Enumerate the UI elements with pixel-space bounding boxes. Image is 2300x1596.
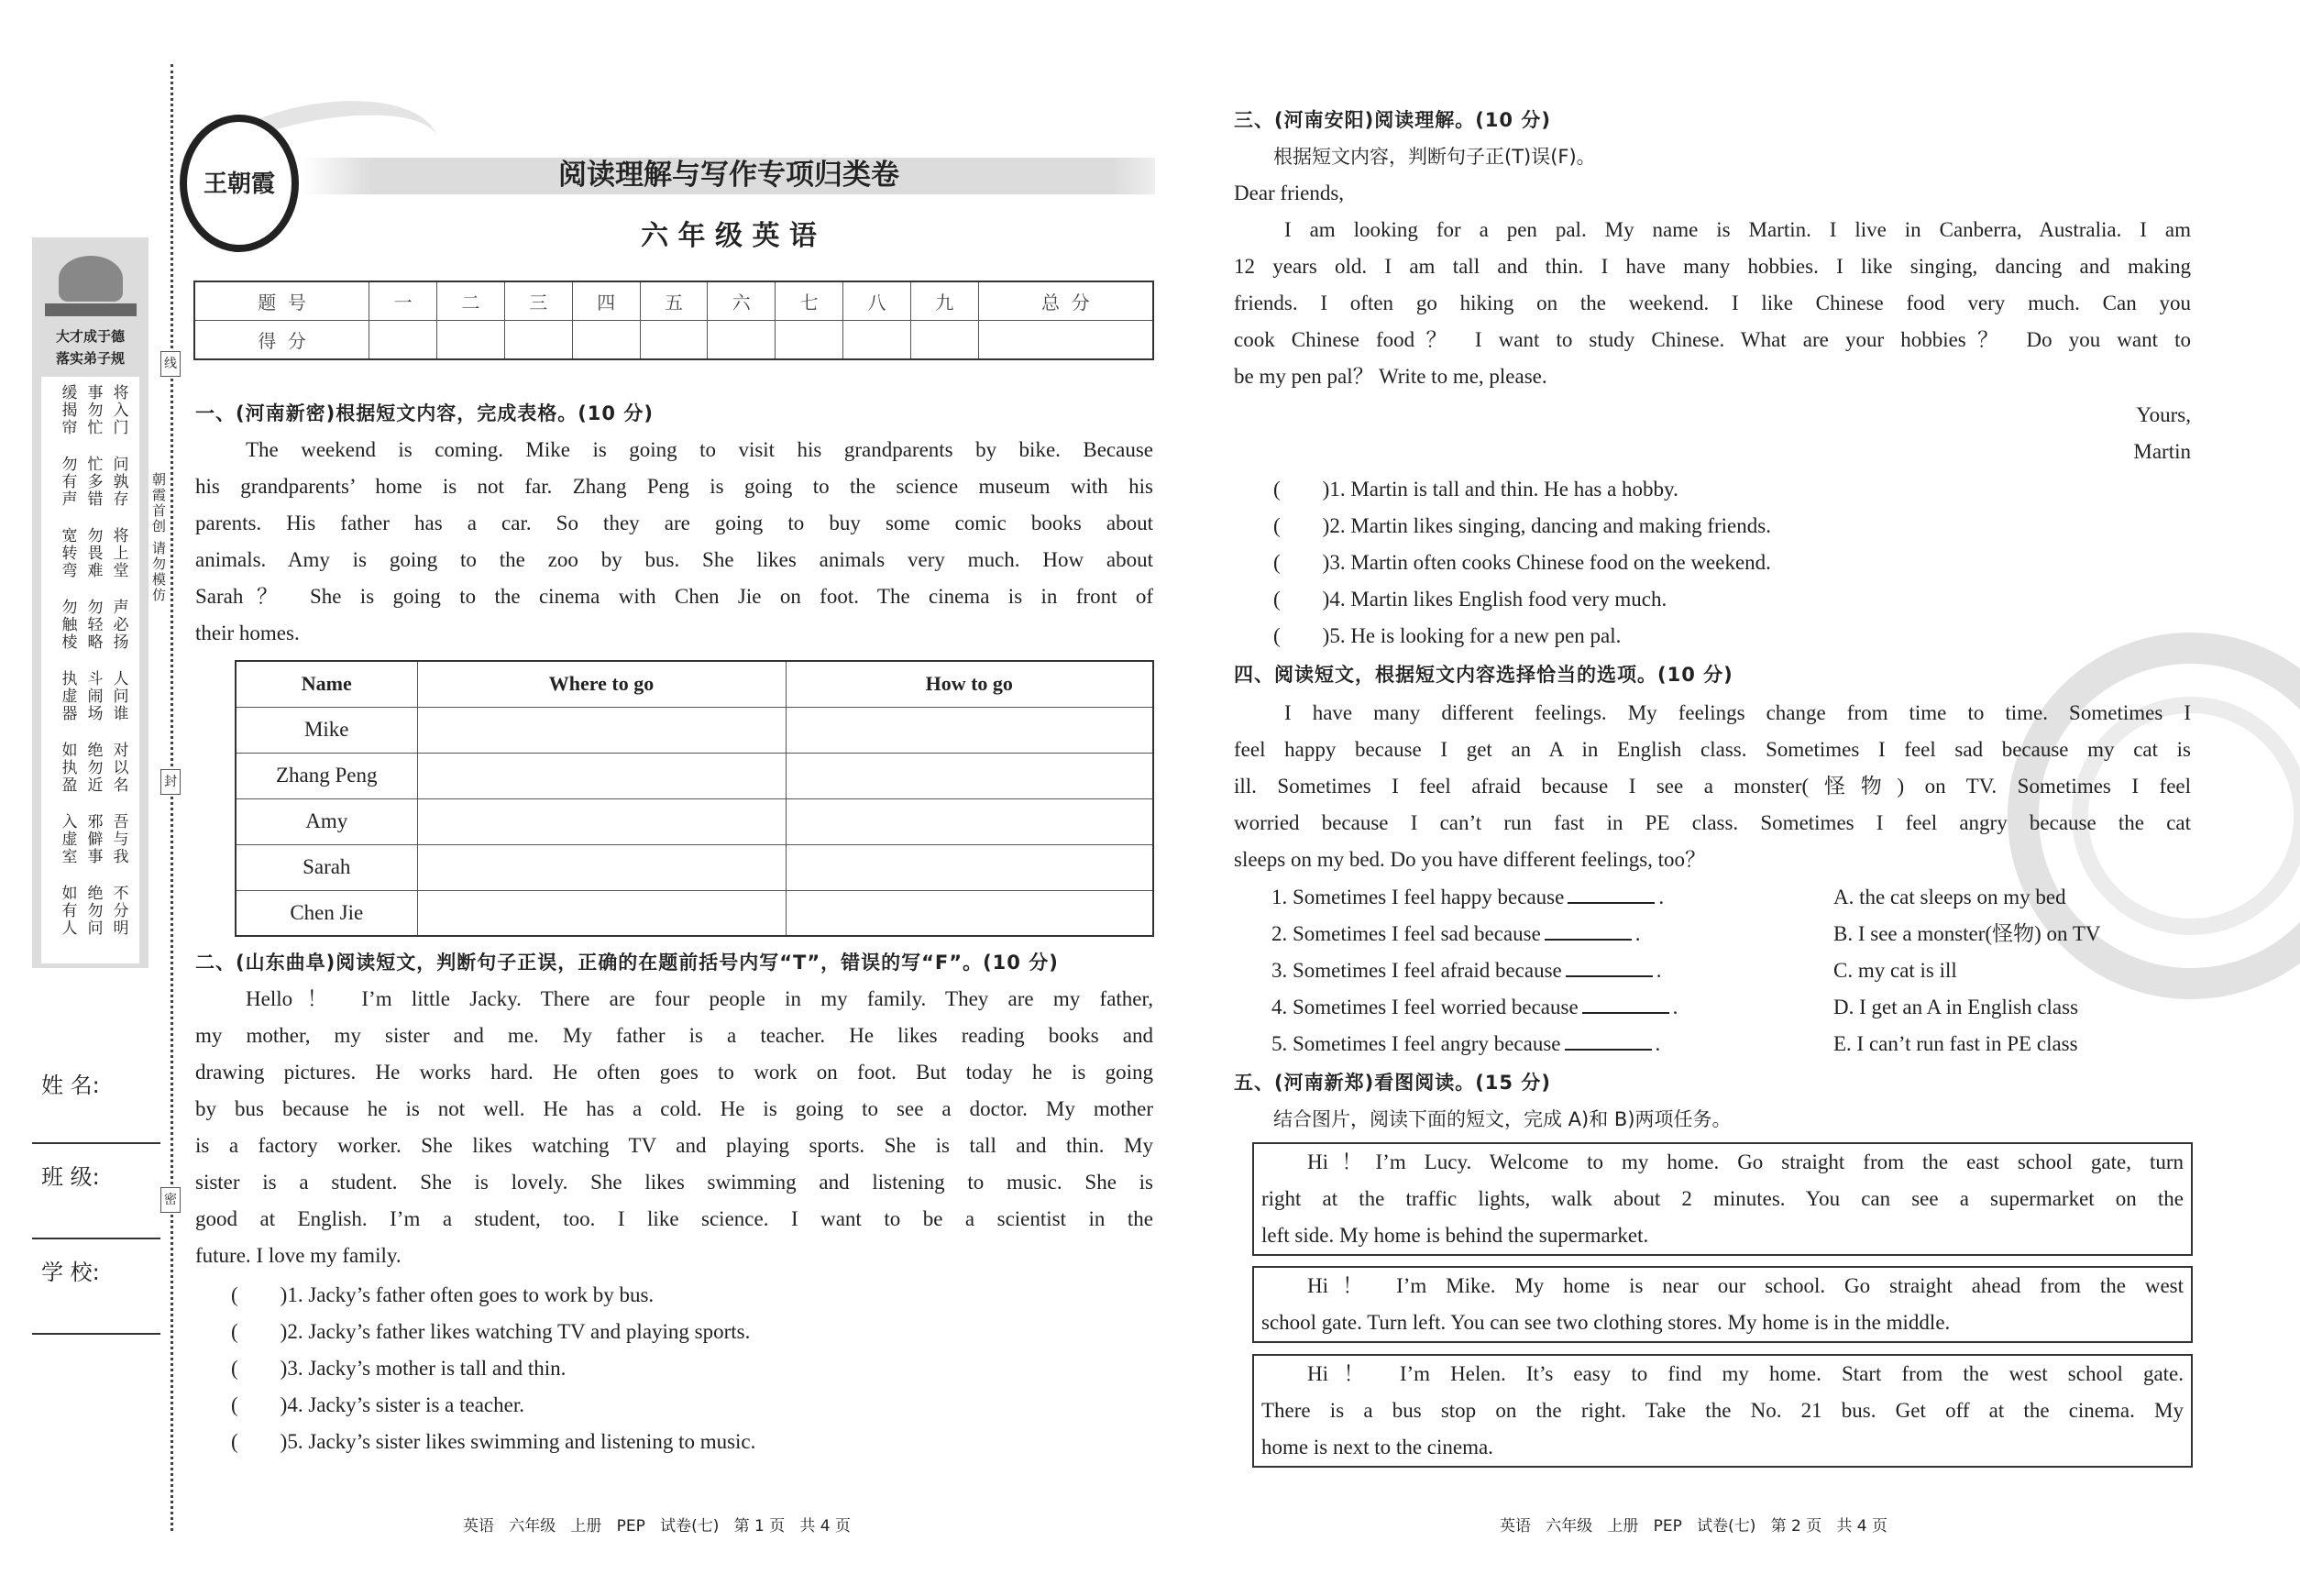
answer-blank[interactable] — [1582, 994, 1669, 1014]
section1-passage — [195, 432, 1153, 652]
motto-line: 大才成于德 — [55, 328, 125, 345]
passage-line: ill. Sometimes I feel afraid because I see a monster(怪物) on TV. Sometimes I feel — [1234, 775, 2191, 798]
box-line: school gate. Turn left. You can see two clothing stores. My home is in the middle. — [1261, 1311, 1951, 1334]
name-cell: Chen Jie — [236, 890, 417, 936]
table-row — [236, 707, 1153, 753]
where-to-go-cell[interactable] — [417, 844, 786, 890]
seal-marker: 线 — [160, 351, 181, 377]
passage-line: sister is a student. She is lovely. She likes swimming and listening to music. She is — [195, 1171, 1153, 1194]
section5-heading: 五、(河南新郑)看图阅读。(15 分) — [1234, 1072, 1551, 1094]
mike-text-box — [1252, 1266, 2193, 1343]
passage-line: The weekend is coming. Mike is going to visit his grandparents by bike. Because — [246, 438, 1153, 461]
desk-illustration — [45, 303, 137, 316]
table-row — [236, 844, 1153, 890]
name-cell: Sarah — [236, 844, 417, 890]
verse-group: 问孰存 忙多错 勿有声 — [58, 456, 128, 508]
passage-line: I have many different feelings. My feelings change from time to time. Sometimes I — [1284, 701, 2191, 724]
score-cell[interactable] — [843, 321, 911, 360]
question-item: 2. Sometimes I feel sad because . — [1271, 922, 1641, 945]
question-item[interactable]: ( )1. Martin is tall and thin. He has a hobby. — [1273, 478, 1678, 501]
section4-passage — [1234, 695, 2191, 878]
question-number-cell: 五 — [640, 281, 708, 321]
col-name: Name — [236, 661, 417, 707]
plans-table — [235, 660, 1154, 937]
row-label: 得 分 — [194, 321, 369, 360]
section4-questions — [1271, 879, 1821, 1062]
section2-heading: 二、(山东曲阜)阅读短文，判断句子正误，正确的在题前括号内写“T”，错误的写“F”。(10 分) — [195, 952, 1059, 974]
answer-blank[interactable] — [1565, 1030, 1652, 1051]
box-line: right at the traffic lights, walk about 2 minutes. You can see a supermarket on the — [1261, 1187, 2184, 1210]
passage-line: future. I love my family. — [195, 1244, 402, 1267]
box-line: Hi！I’m Lucy. Welcome to my home. Go straight from the east school gate, turn — [1307, 1150, 2184, 1173]
question-number-cell: 八 — [843, 281, 911, 321]
score-cell[interactable] — [910, 321, 978, 360]
how-to-go-cell[interactable] — [786, 844, 1153, 890]
question-number-cell: 三 — [504, 281, 572, 321]
how-to-go-cell[interactable] — [786, 707, 1153, 753]
table-row — [236, 798, 1153, 844]
question-item[interactable]: ( )3. Martin often cooks Chinese food on the weekend. — [1273, 551, 1771, 574]
school-field[interactable] — [32, 1294, 160, 1335]
student-info — [32, 1063, 160, 1335]
verse-group: 吾与我 邪僻事 入虚室 — [58, 813, 128, 865]
passage-line: good at English. I’m a student, too. I like science. I want to be a scientist in the — [195, 1207, 1153, 1230]
question-number-cell: 二 — [437, 281, 505, 321]
question-text: 4. Sometimes I feel worried because — [1271, 996, 1579, 1018]
where-to-go-cell[interactable] — [417, 798, 786, 844]
section3-heading: 三、(河南安阳)阅读理解。(10 分) — [1234, 109, 1551, 131]
box-line: There is a bus stop on the right. Take the No. 21 bus. Get off at the cinema. My — [1261, 1399, 2184, 1422]
section1-heading: 一、(河南新密)根据短文内容，完成表格。(10 分) — [195, 402, 654, 424]
footer-left: 英语 六年级 上册 PEP 试卷(七) 第 1 页 共 4 页 — [463, 1517, 852, 1535]
question-number-cell: 七 — [776, 281, 843, 321]
section4-heading: 四、阅读短文，根据短文内容选择恰当的选项。(10 分) — [1234, 664, 1733, 686]
passage-line: my mother, my sister and me. My father is a teacher. He likes reading books and — [195, 1024, 1153, 1047]
verse-group: 人问谁 斗闹场 执虚器 — [58, 670, 128, 722]
row-label: 题 号 — [194, 281, 369, 321]
question-item[interactable]: ( )1. Jacky’s father often goes to work by bus. — [231, 1283, 655, 1306]
name-cell: Mike — [236, 707, 417, 753]
verse-group: 声必扬 勿轻略 勿触棱 — [58, 599, 128, 651]
motto-panel — [32, 237, 149, 968]
passage-line: drawing pictures. He works hard. He often goes to work on foot. But today he is going — [195, 1061, 1153, 1084]
question-item: 1. Sometimes I feel happy because . — [1271, 886, 1665, 908]
question-item: 5. Sometimes I feel angry because . — [1271, 1032, 1661, 1055]
footer-right: 英语 六年级 上册 PEP 试卷(七) 第 2 页 共 4 页 — [1500, 1517, 1888, 1535]
name-cell: Amy — [236, 798, 417, 844]
box-line: Hi！ I’m Mike. My home is near our school. Go straight ahead from the west — [1307, 1274, 2184, 1297]
score-cell[interactable] — [572, 321, 640, 360]
paper-title: 阅读理解与写作专项归类卷 — [558, 159, 899, 192]
seal-marker: 封 — [160, 769, 181, 795]
table-row — [236, 890, 1153, 936]
seal-line — [171, 64, 173, 1531]
class-label: 班 级: — [41, 1164, 100, 1190]
score-cell[interactable] — [776, 321, 843, 360]
section4-options — [1833, 879, 2200, 1062]
copyright-notice: 朝霞首创 请勿模仿 — [150, 472, 167, 603]
question-text: 5. Sometimes I feel angry because — [1271, 1032, 1561, 1055]
how-to-go-cell[interactable] — [786, 753, 1153, 798]
score-table — [193, 281, 1154, 360]
letter-signature: Martin — [2133, 440, 2191, 463]
question-text: 3. Sometimes I feel afraid because — [1271, 959, 1562, 982]
option-item: B. I see a monster(怪物) on TV — [1833, 922, 2101, 945]
logo-text: 王朝霞 — [203, 171, 275, 198]
box-line: Hi！ I’m Helen. It’s easy to find my home. Start from the west school gate. — [1307, 1362, 2184, 1385]
section2-passage — [195, 981, 1153, 1274]
where-to-go-cell[interactable] — [417, 707, 786, 753]
question-number-cell: 九 — [910, 281, 978, 321]
section3-instruction: 根据短文内容，判断句子正(T)误(F)。 — [1273, 146, 1596, 168]
question-item[interactable]: ( )4. Jacky’s sister is a teacher. — [231, 1393, 524, 1416]
passage-line: by bus because he is not well. He has a cold. He is going to see a doctor. My mother — [195, 1097, 1153, 1120]
passage-line: be my pen pal？ Write to me, please. — [1234, 365, 1547, 388]
section2-questions — [231, 1277, 1148, 1460]
name-field[interactable] — [32, 1107, 160, 1144]
paper-subtitle: 六 年 级 英 语 — [641, 220, 817, 252]
option-item: A. the cat sleeps on my bed — [1833, 886, 2066, 908]
question-item[interactable]: ( )5. Jacky’s sister likes swimming and listening to music. — [231, 1430, 756, 1453]
answer-blank[interactable] — [1566, 957, 1653, 977]
letter-greeting: Dear friends, — [1234, 182, 1345, 204]
question-item[interactable]: ( )3. Jacky’s mother is tall and thin. — [231, 1357, 567, 1380]
helen-text-box — [1252, 1354, 2193, 1468]
question-number-cell: 总 分 — [978, 281, 1153, 321]
passage-line: sleeps on my bed. Do you have different feelings, too？ — [1234, 848, 1707, 871]
question-text: 2. Sometimes I feel sad because — [1271, 922, 1541, 945]
answer-blank[interactable] — [1568, 884, 1655, 904]
student-illustration — [59, 256, 123, 302]
passage-line: friends. I often go hiking on the weekend. I like Chinese food very much. Can you — [1234, 292, 2191, 314]
motto-line: 落实弟子规 — [55, 350, 125, 367]
question-number-cell: 四 — [572, 281, 640, 321]
passage-line: animals. Amy is going to the zoo by bus. She likes animals very much. How about — [195, 548, 1153, 571]
col-how: How to go — [786, 661, 1153, 707]
question-number-cell: 一 — [369, 281, 437, 321]
seal-marker: 密 — [160, 1187, 181, 1213]
table-header-row — [236, 661, 1153, 707]
section3-questions — [1273, 471, 2190, 655]
brand-logo — [180, 115, 299, 252]
section5-instruction: 结合图片，阅读下面的短文，完成 A)和 B)两项任务。 — [1273, 1108, 1732, 1130]
score-cell[interactable] — [708, 321, 776, 360]
letter-closing: Yours, — [2136, 403, 2191, 426]
question-number-row — [194, 281, 1153, 321]
question-item[interactable]: ( )2. Jacky’s father likes watching TV and playing sports. — [231, 1320, 751, 1343]
lucy-text-box — [1252, 1142, 2193, 1256]
question-item: 3. Sometimes I feel afraid because . — [1271, 959, 1662, 982]
option-item: C. my cat is ill — [1833, 959, 1957, 982]
passage-line: their homes. — [195, 622, 300, 644]
passage-line: Hello！ I’m little Jacky. There are four people in my family. They are my father, — [246, 987, 1153, 1010]
score-cell[interactable] — [369, 321, 437, 360]
passage-line: is a factory worker. She likes watching TV and playing sports. She is tall and thin. My — [195, 1134, 1153, 1157]
passage-line: cook Chinese food？ I want to study Chinese. What are your hobbies？ Do you want to — [1234, 328, 2191, 351]
verse-group: 对以名 绝勿近 如执盈 — [58, 742, 128, 794]
question-text: 1. Sometimes I feel happy because — [1271, 886, 1565, 908]
passage-line: his grandparents’ home is not far. Zhang Peng is going to the science museum with his — [195, 475, 1153, 498]
col-where: Where to go — [417, 661, 786, 707]
passage-line: Sarah？ She is going to the cinema with Chen Jie on foot. The cinema is in front of — [195, 585, 1153, 608]
section3-letter — [1234, 212, 2191, 395]
score-cell[interactable] — [437, 321, 505, 360]
where-to-go-cell[interactable] — [417, 753, 786, 798]
option-item: E. I can’t run fast in PE class — [1833, 1032, 2078, 1055]
passage-line: parents. His father has a car. So they are going to buy some comic books about — [195, 512, 1153, 534]
score-cell[interactable] — [978, 321, 1153, 360]
question-item[interactable]: ( )2. Martin likes singing, dancing and making friends. — [1273, 514, 1771, 537]
score-row — [194, 321, 1153, 360]
passage-line: 12 years old. I am tall and thin. I have many hobbies. I like singing, dancing and making — [1234, 255, 2191, 278]
verse-group: 不分明 绝勿问 如有人 — [58, 885, 128, 937]
box-line: left side. My home is behind the supermarket. — [1261, 1224, 1649, 1247]
school-label: 学 校: — [41, 1260, 100, 1285]
passage-line: I am looking for a pen pal. My name is Martin. I live in Canberra, Australia. I am — [1284, 218, 2191, 241]
verses-box — [41, 377, 139, 963]
answer-blank[interactable] — [1545, 920, 1632, 941]
score-cell[interactable] — [504, 321, 572, 360]
passage-line: feel happy because I get an A in English class. Sometimes I feel sad because my cat is — [1234, 738, 2191, 761]
question-item: 4. Sometimes I feel worried because . — [1271, 996, 1678, 1018]
name-label: 姓 名: — [41, 1073, 100, 1098]
table-row — [236, 753, 1153, 798]
question-number-cell: 六 — [708, 281, 776, 321]
name-cell: Zhang Peng — [236, 753, 417, 798]
where-to-go-cell[interactable] — [417, 890, 786, 936]
question-item[interactable]: ( )5. He is looking for a new pen pal. — [1273, 624, 1622, 647]
box-line: home is next to the cinema. — [1261, 1436, 1493, 1458]
verse-group: 将入门 事勿忙 缓揭帘 — [58, 384, 128, 436]
question-item[interactable]: ( )4. Martin likes English food very much. — [1273, 588, 1667, 611]
how-to-go-cell[interactable] — [786, 798, 1153, 844]
passage-line: worried because I can’t run fast in PE class. Sometimes I feel angry because the cat — [1234, 811, 2191, 834]
option-item: D. I get an A in English class — [1833, 996, 2079, 1018]
verse-group: 将上堂 勿畏难 宽转弯 — [58, 527, 128, 579]
how-to-go-cell[interactable] — [786, 890, 1153, 936]
class-field[interactable] — [32, 1199, 160, 1239]
score-cell[interactable] — [640, 321, 708, 360]
